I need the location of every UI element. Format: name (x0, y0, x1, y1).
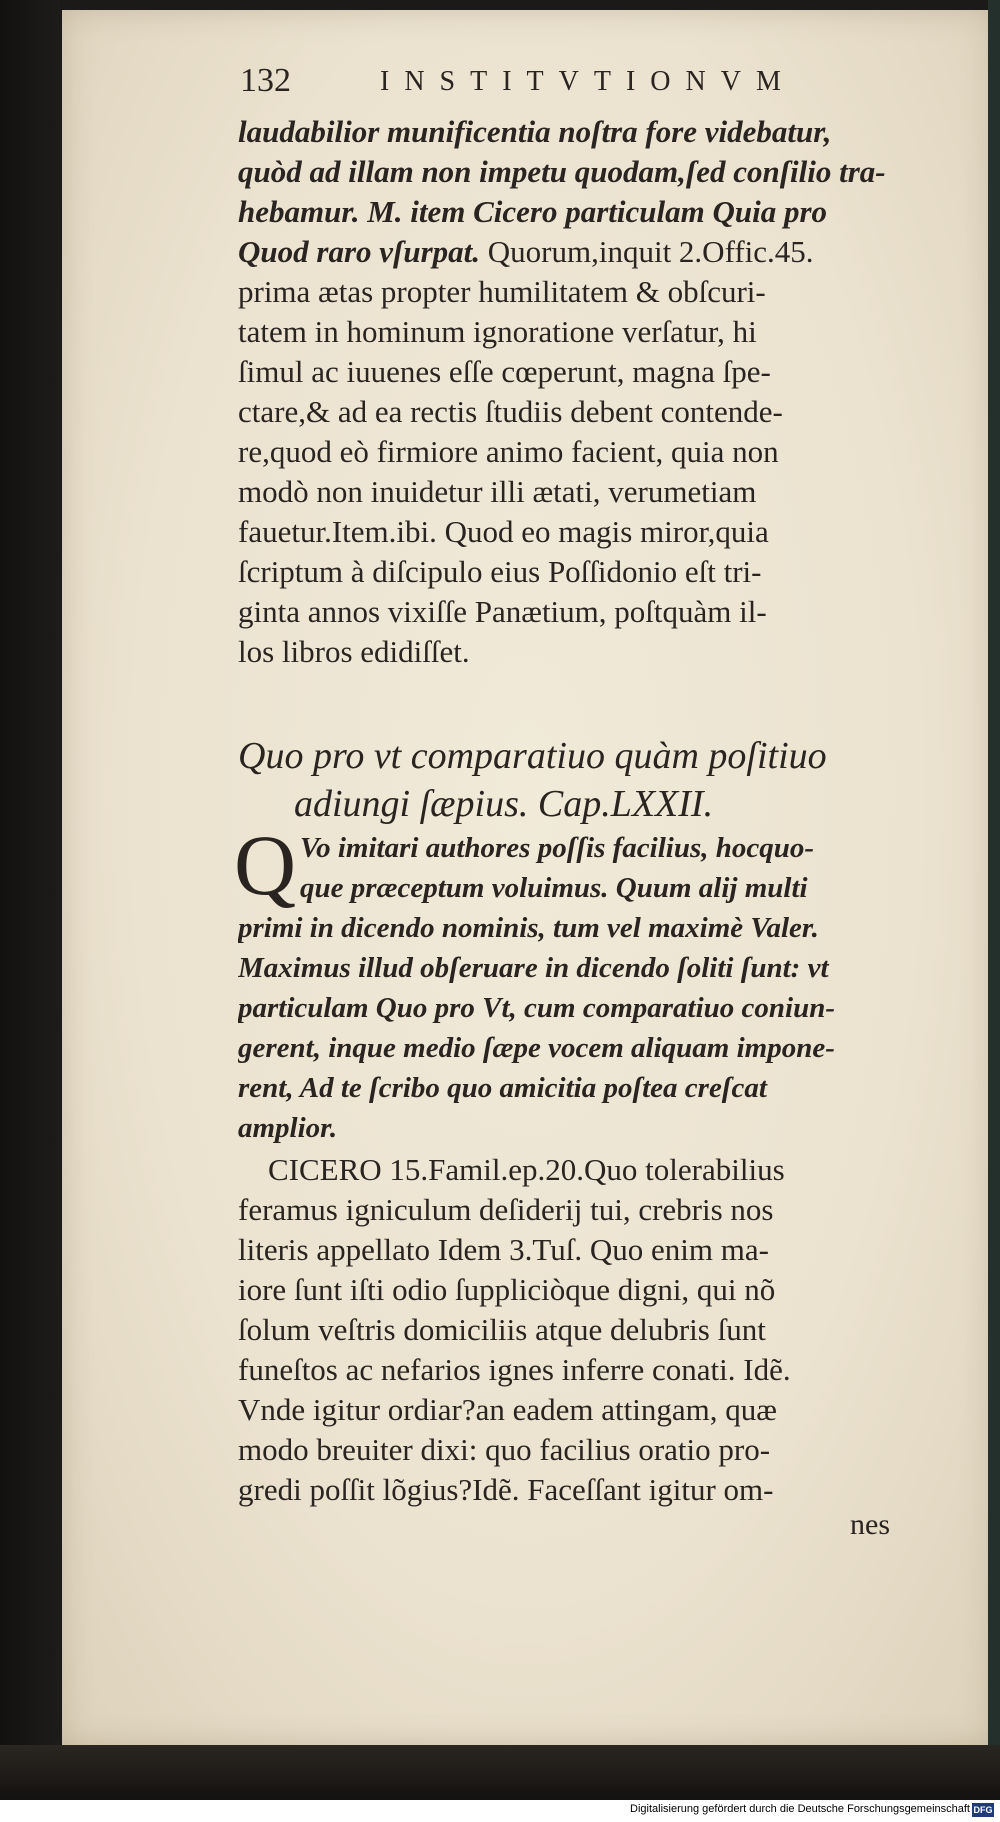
text-line (238, 152, 903, 192)
text-line: funeſtos ac nefarios ignes inferre conati. Idẽ. (238, 1352, 791, 1387)
catchword: nes (850, 1508, 890, 1541)
drop-cap: Q (234, 817, 297, 913)
chapter-heading-line-1: Quo pro vt comparatiuo quàm poſitiuo (238, 735, 827, 777)
text-line (238, 112, 903, 152)
text-line: amplior. (238, 1112, 338, 1144)
text-line (238, 432, 903, 472)
text-line: feramus igniculum deſiderij tui, crebris nos (238, 1192, 774, 1227)
text-line: literis appellato Idem 3.Tuſ. Quo enim ma- (238, 1232, 769, 1267)
paragraph-2 (238, 828, 903, 1148)
roman-run: Quorum,inquit 2.Offic.45. (480, 234, 814, 269)
text-line: gerent, inque medio ſæpe vocem aliquam impone- (238, 1032, 835, 1064)
text-line: que præceptum voluimus. Quum alij multi (300, 872, 808, 904)
footer-bar (0, 1800, 1000, 1822)
chapter-heading-line-2: adiungi ſæpius. Cap.LXXII. (294, 783, 714, 825)
text-line (238, 192, 903, 232)
text-line: Vo imitari authores poſſis facilius, hocquo- (300, 832, 815, 864)
roman-run: tatem in hominum ignoratione verſatur, hi (238, 314, 757, 349)
text-line: Vnde igitur ordiar?an eadem attingam, quæ (238, 1392, 777, 1427)
text-line (238, 512, 903, 552)
binding-shadow (0, 0, 60, 1800)
text-line (238, 552, 903, 592)
roman-run: modò non inuidetur illi ætati, verumetiam (238, 474, 757, 509)
text-line: ſolum veſtris domiciliis atque delubris ſunt (238, 1312, 766, 1347)
italic-run: quòd ad illam non impetu quodam,ſed conſilio tra- (238, 154, 886, 189)
running-head (240, 62, 860, 112)
roman-run: ctare,& ad ea rectis ſtudiis debent contende- (238, 394, 783, 429)
roman-run: los libros edidiſſet. (238, 634, 470, 669)
text-line: iore ſunt iſti odio ſuppliciòque digni, qui nõ (238, 1272, 776, 1307)
page-number: 132 (240, 62, 291, 99)
text-line (238, 232, 903, 272)
right-edge (988, 0, 1000, 1800)
text-line (238, 472, 903, 512)
chapter-heading (238, 732, 918, 828)
italic-run: Quod raro vſurpat. (238, 234, 481, 269)
text-line (238, 632, 903, 672)
roman-run: re,quod eò firmiore animo facient, quia non (238, 434, 779, 469)
roman-run: fauetur.Item.ibi. Quod eo magis miror,quia (238, 514, 769, 549)
text-line (238, 352, 903, 392)
paragraph-3 (238, 1150, 903, 1510)
paragraph-1 (238, 112, 903, 672)
text-line (238, 592, 903, 632)
text-line (238, 272, 903, 312)
dfg-logo: DFG (973, 1805, 993, 1815)
footer-text: Digitalisierung gefördert durch die Deutsche Forschungsgemeinschaft (630, 1803, 970, 1815)
text-line (238, 392, 903, 432)
text-line: particulam Quo pro Vt, cum comparatiuo coniun- (238, 992, 836, 1024)
roman-run: prima ætas propter humilitatem & obſcuri- (238, 274, 766, 309)
text-line: rent, Ad te ſcribo quo amicitia poſtea creſcat (238, 1072, 767, 1104)
text-line: primi in dicendo nominis, tum vel maximè Valer. (238, 912, 819, 944)
text-line (238, 312, 903, 352)
text-line: Maximus illud obſeruare in dicendo ſoliti ſunt: vt (238, 952, 829, 984)
text-line: modo breuiter dixi: quo facilius oratio pro- (238, 1432, 771, 1467)
italic-run: laudabilior munificentia noſtra fore videbatur, (238, 114, 832, 149)
text-line: CICERO 15.Famil.ep.20.Quo tolerabilius (268, 1152, 785, 1187)
roman-run: ſcriptum à diſcipulo eius Poſſidonio eſt tri- (238, 554, 762, 589)
italic-run: hebamur. M. item Cicero particulam Quia pro (238, 194, 828, 229)
running-title: INSTITVTIONVM (380, 66, 796, 97)
roman-run: ſimul ac iuuenes eſſe cœperunt, magna ſpe- (238, 354, 771, 389)
bottom-edge (0, 1745, 1000, 1800)
text-line: gredi poſſit lõgius?Idẽ. Faceſſant igitur om- (238, 1472, 774, 1507)
roman-run: ginta annos vixiſſe Panætium, poſtquàm il- (238, 594, 767, 629)
